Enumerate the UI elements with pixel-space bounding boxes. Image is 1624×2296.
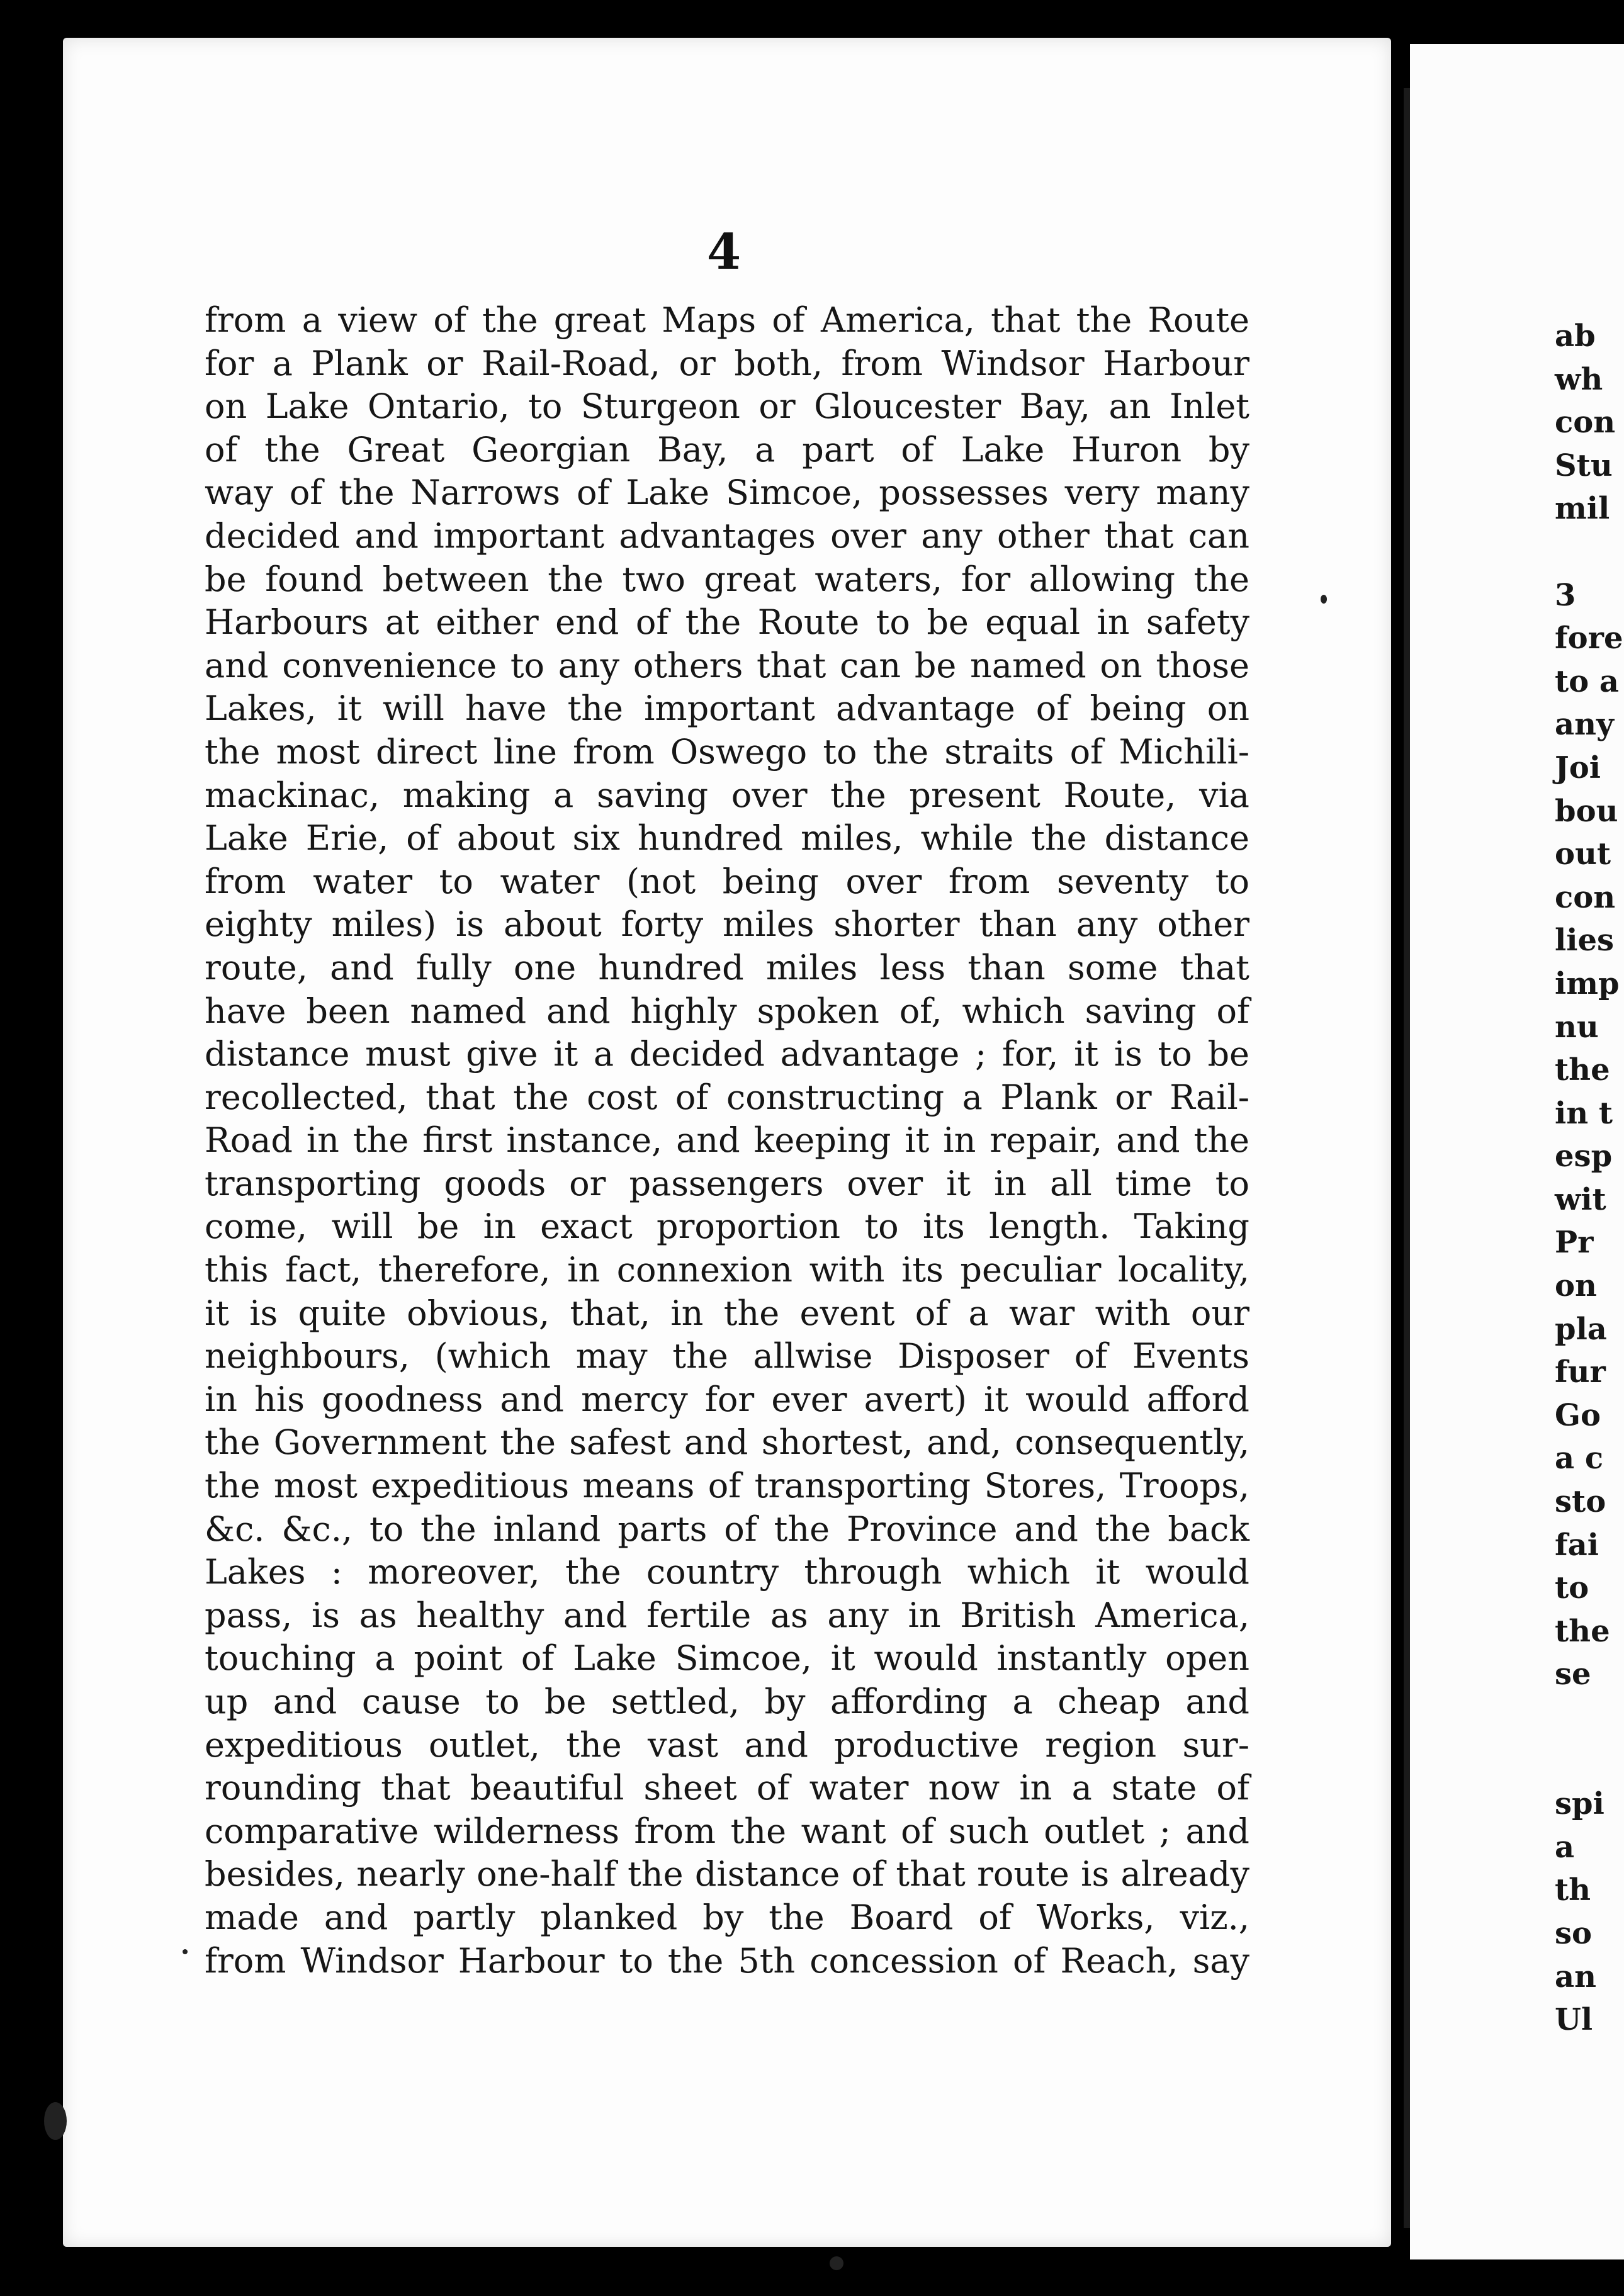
text-line: in his goodness and mercy for ever avert) it would afford [205,1379,1249,1419]
text-line: and convenience to any others that can be named on those [205,645,1249,685]
facing-page-fragment: any [1555,707,1614,743]
text-line: rounding that beautiful sheet of water now in a state of [205,1768,1249,1808]
text-line: the Government the safest and shortest, and, consequently, [205,1422,1249,1463]
facing-page-fragment: to a [1555,663,1619,699]
text-line: Lakes, it will have the important advantage of being on [205,689,1249,729]
text-line: from Windsor Harbour to the 5th concession of Reach, say [205,1940,1249,1981]
facing-page-fragment: sto [1555,1484,1606,1520]
text-line: decided and important advantages over any other that can [205,515,1249,556]
text-line: the most expeditious means of transporting Stores, Troops, [205,1466,1249,1506]
facing-page-fragments [1555,315,1623,2042]
text-line: recollected, that the cost of constructing a Plank or Rail- [205,1077,1249,1117]
text-line: transporting goods or passengers over it in all time to [205,1163,1249,1203]
facing-page-fragment: Stu [1555,447,1613,483]
text-line: Lake Erie, of about six hundred miles, while the distance [205,818,1249,858]
ink-smudge [830,2256,843,2270]
body-text [205,299,1249,1983]
text-line: way of the Narrows of Lake Simcoe, possesses very many [205,473,1249,513]
facing-page-fragment: Go [1555,1397,1601,1433]
facing-page-fragment: ab [1555,318,1596,354]
facing-page-fragment [1555,531,1623,574]
text-line: distance must give it a decided advantage ; for, it is to be [205,1034,1249,1074]
facing-page-fragment: fur [1555,1354,1606,1390]
text-line: neighbours, (which may the allwise Disposer of Events [205,1336,1249,1376]
facing-page-fragment: lies [1555,923,1615,959]
text-line: made and partly planked by the Board of Works, viz., [205,1897,1249,1937]
facing-page-fragment: se [1555,1657,1591,1692]
text-line: expeditious outlet, the vast and productive region sur- [205,1725,1249,1765]
facing-page-fragment: to [1555,1570,1589,1606]
text-line: route, and fully one hundred miles less than some that [205,947,1249,988]
text-line: it is quite obvious, that, in the event of a war with our [205,1293,1249,1333]
facing-page-fragment: th [1555,1872,1591,1908]
facing-page-fragment: so [1555,1915,1593,1951]
text-line: for a Plank or Rail-Road, or both, from Windsor Harbour [205,343,1249,383]
text-line: Lakes : moreover, the country through which it would [205,1552,1249,1592]
ink-smudge [1321,595,1327,604]
text-line: of the Great Georgian Bay, a part of Lake Huron by [205,429,1249,470]
facing-page-fragment [1555,1696,1623,1740]
text-line: Road in the first instance, and keeping it in repair, and the [205,1120,1249,1161]
page-number: 4 [706,223,742,281]
text-line: on Lake Ontario, to Sturgeon or Gloucester Bay, an Inlet [205,386,1249,427]
facing-page-fragment: Pr [1555,1225,1594,1261]
facing-page-fragment: on [1555,1268,1597,1304]
facing-page-fragment: nu [1555,1009,1599,1045]
text-line: touching a point of Lake Simcoe, it would instantly open [205,1638,1249,1679]
facing-page-fragment: spi [1555,1786,1604,1822]
facing-page-fragment: imp [1555,965,1620,1001]
facing-page-fragment: out [1555,836,1611,872]
ink-smudge [44,2102,67,2140]
facing-page-fragment: a c [1555,1441,1604,1477]
facing-page-fragment: fore [1555,621,1623,656]
page-gutter [1404,88,1410,2228]
facing-page-fragment: Ul [1555,2002,1593,2038]
facing-page-fragment: an [1555,1959,1596,1995]
text-line: from water to water (not being over from seventy to [205,861,1249,901]
facing-page-fragment: pla [1555,1311,1607,1347]
text-line: mackinac, making a saving over the present Route, via [205,775,1249,815]
text-line: have been named and highly spoken of, which saving of [205,991,1249,1031]
text-line: be found between the two great waters, for allowing the [205,559,1249,599]
text-line: pass, is as healthy and fertile as any in British America, [205,1595,1249,1635]
facing-page-fragment: con [1555,879,1616,915]
text-line: up and cause to be settled, by affording a cheap and [205,1682,1249,1721]
facing-page-fragment: Joi [1555,750,1601,785]
facing-page-fragment: fai [1555,1527,1599,1563]
text-line: eighty miles) is about forty miles shorter than any other [205,904,1249,945]
facing-page-fragment: bou [1555,793,1618,829]
text-line: besides, nearly one-half the distance of that route is already [205,1854,1249,1894]
facing-page-fragment: 3 [1555,577,1576,613]
text-line: the most direct line from Oswego to the straits of Michili- [205,731,1249,772]
facing-page-fragment: the [1555,1613,1610,1649]
text-line: this fact, therefore, in connexion with its peculiar locality, [205,1250,1249,1290]
text-line: &c. &c., to the inland parts of the Province and the back [205,1509,1249,1549]
text-line: come, will be in exact proportion to its length. Taking [205,1207,1249,1247]
facing-page-fragment: mil [1555,491,1610,527]
facing-page-fragment: in t [1555,1095,1613,1131]
facing-page-fragment: wh [1555,361,1603,397]
text-line: from a view of the great Maps of America, that the Route [205,300,1249,340]
facing-page-fragment: con [1555,405,1616,441]
text-line: comparative wilderness from the want of such outlet ; and [205,1811,1249,1851]
facing-page-fragment: esp [1555,1139,1613,1174]
text-line: Harbours at either end of the Route to be equal in safety [205,602,1249,643]
facing-page-fragment [1555,1740,1623,1783]
ink-smudge [183,1949,188,1954]
facing-page-fragment: the [1555,1052,1610,1088]
facing-page-fragment: a [1555,1829,1575,1865]
facing-page-fragment: wit [1555,1181,1606,1217]
